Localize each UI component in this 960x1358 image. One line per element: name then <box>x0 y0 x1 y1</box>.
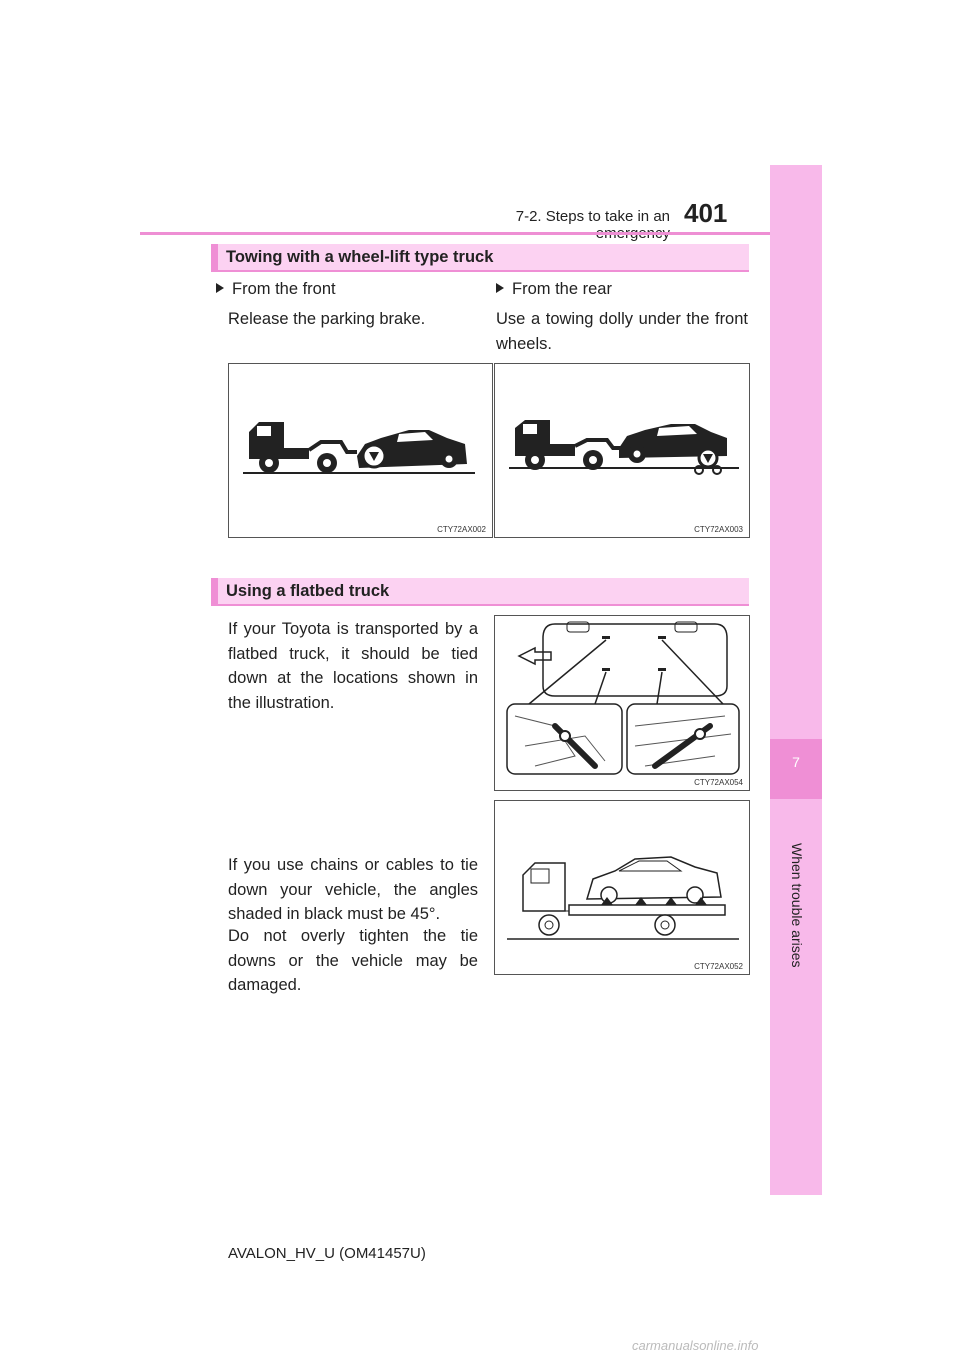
tow-truck-rear-illustration <box>495 364 749 537</box>
figure-code: CTY72AX054 <box>694 778 743 787</box>
chapter-title: 7-2. Steps to take in an <box>515 208 670 225</box>
figure-code: CTY72AX052 <box>694 962 743 971</box>
header-rule <box>140 232 822 235</box>
figure-tie-down-locations <box>494 615 750 791</box>
section-title: Using a flatbed truck <box>226 582 390 600</box>
figure-code: CTY72AX002 <box>437 525 486 534</box>
figure-tow-front <box>228 363 493 538</box>
subheading-rear: From the rear <box>496 280 612 299</box>
chapter-number: 7 <box>792 754 800 770</box>
triangle-bullet-icon <box>216 283 224 293</box>
tow-truck-front-illustration <box>229 364 492 537</box>
watermark: carmanualsonline.info <box>632 1338 759 1353</box>
tie-down-locations-illustration <box>495 616 749 790</box>
flatbed-paragraph-3: Do not overly tighten the tie downs or the vehicle may be damaged. <box>228 927 478 994</box>
chapter-side-tab <box>770 165 822 1195</box>
front-instruction: Release the parking brake. <box>228 310 426 328</box>
figure-code: CTY72AX003 <box>694 525 743 534</box>
page-number: 401 <box>684 198 728 228</box>
section-heading-flatbed <box>211 578 749 606</box>
rear-instruction: Use a towing dolly under the front wheels. <box>496 310 748 353</box>
section-heading-wheel-lift <box>211 244 749 272</box>
flatbed-truck-illustration <box>495 801 749 974</box>
flatbed-paragraph-2: If you use chains or cables to tie down your vehicle, the angles shaded in black must be 45°. <box>228 856 478 923</box>
model-code: AVALON_HV_U (OM41457U) <box>228 1245 426 1262</box>
triangle-bullet-icon <box>496 283 504 293</box>
flatbed-paragraph-1: If your Toyota is transported by a flatbed truck, it should be tied down at the locations shown in the illustration. <box>228 620 478 712</box>
figure-tow-rear <box>494 363 750 538</box>
subheading-front: From the front <box>216 280 336 299</box>
section-title: Towing with a wheel-lift type truck <box>226 248 494 266</box>
chapter-label: When trouble arises <box>789 843 805 968</box>
figure-flatbed-truck <box>494 800 750 975</box>
